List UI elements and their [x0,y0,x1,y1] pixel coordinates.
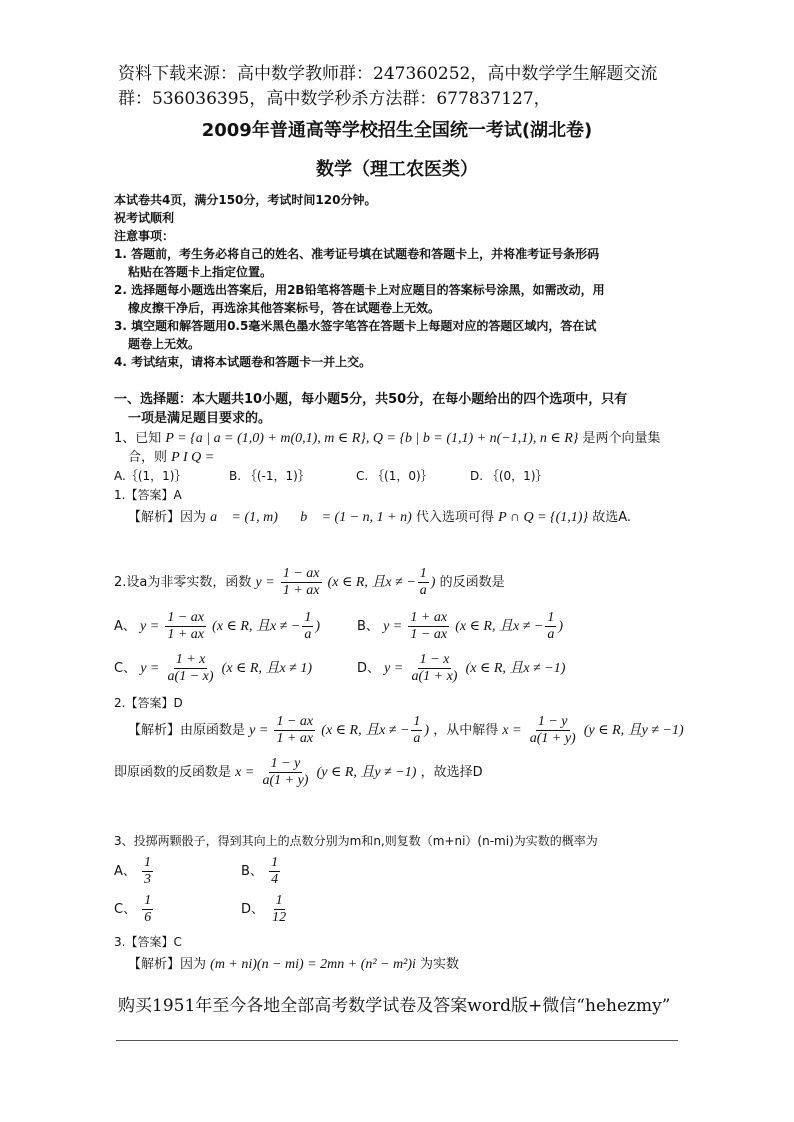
notes-title: 注意事项： [114,229,175,243]
q1-answer: 1.【答案】A [114,488,182,502]
exam-subtitle: 数学（理工农医类） [316,159,478,180]
section-heading: 一、选择题：本大题共10小题，每小题5分，共50分，在每小题给出的四个选项中，只有 [114,392,628,407]
q2-stem: 2.设a为非零实数，函数 y = $\frac{1 - ax}{1 + ax}$ (x ∈ R, 且x ≠ − $\frac{1}{a}$ ) 的反函数是 [114,566,505,598]
footer-rule [116,1040,678,1041]
note-3: 3. 填空题和解答题用0.5毫米黑色墨水签字笔答在答题卡上每题对应的答题区域内，答在试 [114,319,597,333]
footer-ad: 购买1951年至今各地全部高考数学试卷及答案word版+微信“hehezmy” [118,996,671,1016]
q2-option-b: B、 y = $\frac{1 + ax}{1 - ax}$ (x ∈ R, 且x ≠ − $\frac{1}{a}$ ) [357,610,563,642]
q2-explanation-cont: 即原函数的反函数是 x = $\frac{1 - y}{a(1 + y)}$ (y ∈ R, 且y ≠ −1) ，故选择D [114,756,483,788]
q3-answer: 3.【答案】C [114,935,182,949]
q1-option-b: B. ｛(-1，1)｝ [229,469,310,483]
q1-explanation: 【解析】因为 a⃗ = (1, m) b⃗ = (1 − n, 1 + n) 代入选项可得 P ∩ Q = {(1,1)} 故选A. [128,510,632,525]
section-heading-cont: 一项是满足题目要求的。 [128,411,272,426]
note-2: 2. 选择题每小题选出答案后，用2B铅笔将答题卡上对应题目的答案标号涂黑，如需改动，用 [114,283,605,297]
q3-option-c: C、 $\frac{1}{6}$ [114,893,152,925]
q1-stem-cont: 合，则 P I Q = [128,450,215,465]
q3-explanation: 【解析】因为 (m + ni)(n − mi) = 2mn + (n² − m²)i 为实数 [128,957,460,972]
q3-option-d: D、 $\frac{1}{12}$ [241,893,287,925]
q1-option-d: D. ｛(0，1)｝ [470,469,548,483]
q2-option-a: A、 y = $\frac{1 - ax}{1 + ax}$ (x ∈ R, 且x ≠ − $\frac{1}{a}$ ) [114,610,320,642]
intro-line: 本试卷共4页，满分150分，考试时间120分钟。 [114,193,377,207]
q1-stem: 1、已知 P = {a | a = (1,0) + m(0,1), m ∈ R}, Q = {b | b = (1,1) + n(−1,1), n ∈ R} 是两个向量集 [114,431,661,446]
q1-stem-math: P = {a | a = (1,0) + m(0,1), m ∈ R}, Q = {b | b = (1,1) + n(−1,1), n ∈ R} [165,431,579,446]
note-4: 4. 考试结束，请将本试题卷和答题卡一并上交。 [114,355,372,369]
note-3-cont: 题卷上无效。 [128,337,201,351]
q1-option-c: C. ｛(1，0)｝ [356,469,433,483]
exam-title: 2009年普通高等学校招生全国统一考试(湖北卷) [201,120,593,141]
q2-answer: 2.【答案】D [114,696,183,710]
q2-option-c: C、 y = $\frac{1 + x}{a(1 - x)}$ (x ∈ R, 且x ≠ 1) [114,652,313,684]
q1-option-a: A.｛(1，1)｝ [114,469,187,483]
intro-wish: 祝考试顺利 [114,211,175,225]
q2-option-d: D、 y = $\frac{1 - x}{a(1 + x)}$ (x ∈ R, 且x ≠ −1) [357,652,566,684]
note-1: 1. 答题前，考生务必将自己的姓名、准考证号填在试题卷和答题卡上，并将准考证号条形码 [114,247,600,261]
q3-option-a: A、 $\frac{1}{3}$ [114,855,152,887]
q3-stem: 3、投掷两颗骰子，得到其向上的点数分别为m和n,则复数（m+ni）(n-mi)为实数的概率为 [114,834,598,848]
q3-option-b: B、 $\frac{1}{4}$ [241,855,279,887]
source-banner: 资料下载来源：高中数学教师群：247360252，高中数学学生解题交流群：536036395，高中数学秒杀方法群：677837127， [118,64,658,109]
note-1-cont: 粘贴在答题卡上指定位置。 [128,265,273,279]
note-2-cont: 橡皮擦干净后，再选涂其他答案标号，答在试题卷上无效。 [128,301,441,315]
q2-explanation: 【解析】由原函数是 y = $\frac{1 - ax}{1 + ax}$ (x ∈ R, 且x ≠ − $\frac{1}{a}$ ) ，从中解得 x = $\frac{1 - y}{a(1 + y)}$ (y ∈ R, 且y ≠ −1) [128,714,684,746]
